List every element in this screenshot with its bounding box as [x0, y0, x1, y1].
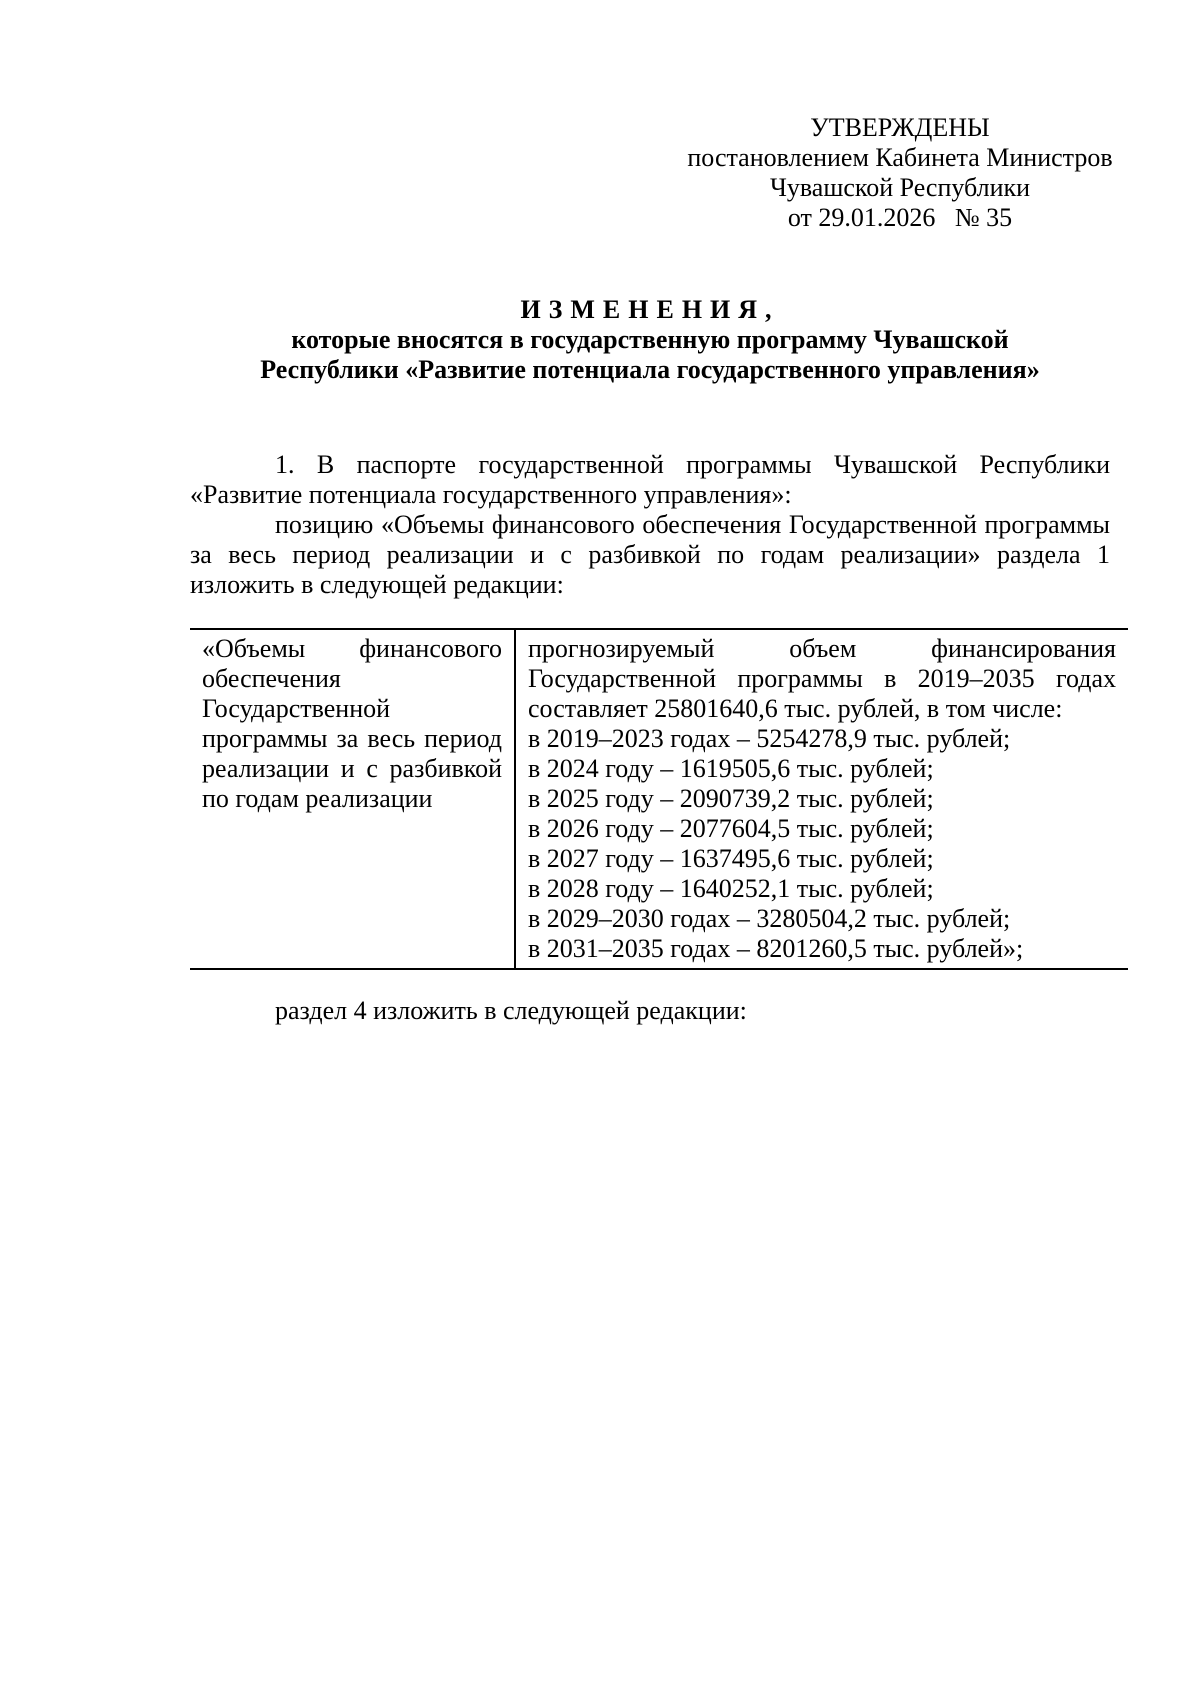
financing-intro: прогнозируемый объем финансирования Государственной программы в 2019–2035 годах составляет 25801640,6 тыс. рублей, в том числе: [528, 634, 1116, 723]
financing-row: в 2027 году – 1637495,6 тыс. рублей; [528, 844, 934, 873]
approval-issuer: постановлением Кабинета Министров [687, 143, 1113, 172]
financing-row: в 2028 году – 1640252,1 тыс. рублей; [528, 874, 934, 903]
financing-values-cell [515, 629, 1128, 969]
financing-row: в 2029–2030 годах – 3280504,2 тыс. рублей; [528, 904, 1011, 933]
title-heading: ИЗМЕНЕНИЯ, [520, 295, 780, 324]
approval-date-number: от 29.01.2026 № 35 [787, 203, 1013, 232]
approval-republic: Чувашской Республики [769, 173, 1031, 202]
paragraph-1: 1. В паспорте государственной программы Чувашской Республики «Развитие потенциала государственного управления»: [190, 450, 1110, 509]
financing-table [190, 628, 1128, 970]
financing-row: в 2019–2023 годах – 5254278,9 тыс. рублей; [528, 724, 1011, 753]
table-row [190, 629, 1128, 969]
financing-row: в 2026 году – 2077604,5 тыс. рублей; [528, 814, 934, 843]
financing-row: в 2024 году – 1619505,6 тыс. рублей; [528, 754, 934, 783]
body-text [190, 450, 1110, 600]
financing-row: в 2025 году – 2090739,2 тыс. рублей; [528, 784, 934, 813]
paragraph-2: позицию «Объемы финансового обеспечения Государственной программы за весь период реализации и с разбивкой по годам реализации» раздела 1 изложить в следующей редакции: [190, 510, 1110, 599]
financing-row: в 2031–2035 годах – 8201260,5 тыс. рублей»; [528, 934, 1024, 963]
approval-stamp [660, 113, 1140, 233]
section-4-instruction: раздел 4 изложить в следующей редакции: [275, 996, 747, 1025]
approval-title: УТВЕРЖДЕНЫ [810, 113, 990, 142]
title-subtitle-line1: которые вносятся в государственную программу Чувашской [291, 325, 1009, 354]
title-subtitle-line2: Республики «Развитие потенциала государственного управления» [260, 355, 1040, 384]
financing-label-cell: «Объемы финансового обеспечения Государственной программы за весь период реализации и с разбивкой по годам реализации [190, 629, 515, 969]
document-title [190, 295, 1110, 385]
